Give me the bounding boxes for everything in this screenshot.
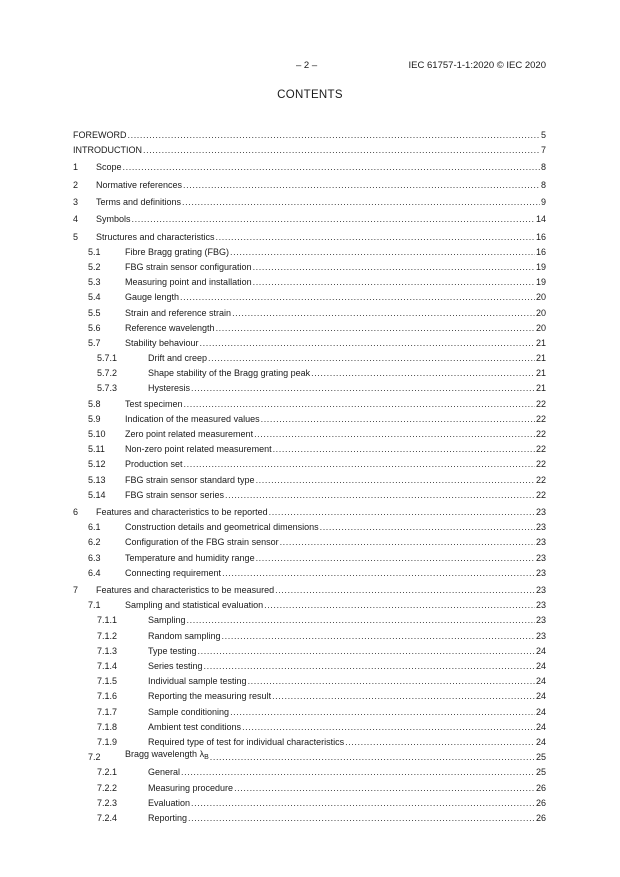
dot-leader xyxy=(191,796,535,811)
dot-leader xyxy=(216,230,535,245)
dot-leader xyxy=(208,351,535,366)
toc-entry-page: 22 xyxy=(535,474,546,485)
toc-entry-page: 23 xyxy=(535,537,546,548)
toc-entry-label: Connecting requirement xyxy=(125,567,222,578)
toc-entry-number: 7.2.3 xyxy=(97,797,118,808)
toc-entry-label: Reporting xyxy=(148,812,188,823)
dot-leader xyxy=(264,598,535,613)
toc-entry-number: 7.1.7 xyxy=(97,706,118,717)
toc-entry-page: 20 xyxy=(535,307,546,318)
toc-entry-page: 23 xyxy=(535,552,546,563)
toc-entry[interactable] xyxy=(73,336,546,351)
page-number: – 2 – xyxy=(296,60,318,71)
toc-entry-number: 6.4 xyxy=(88,567,101,578)
toc-entry-number: 6.2 xyxy=(88,537,101,548)
toc-entry-number: 7.2.2 xyxy=(97,782,118,793)
toc-entry-label: Temperature and humidity range xyxy=(125,552,255,563)
dot-leader xyxy=(311,366,535,381)
toc-entry[interactable] xyxy=(73,811,546,826)
toc-entry[interactable] xyxy=(73,551,546,566)
toc-entry-label: Symbols xyxy=(96,214,131,225)
dot-leader xyxy=(280,535,535,550)
toc-entry-label: Ambient test conditions xyxy=(148,721,242,732)
toc-entry[interactable] xyxy=(73,381,546,396)
toc-entry-number: 6.3 xyxy=(88,552,101,563)
toc-entry-number: 7 xyxy=(73,585,79,596)
toc-entry-number: 5.4 xyxy=(88,292,101,303)
toc-entry-label: Measuring point and installation xyxy=(125,277,252,288)
toc-entry-label: Individual sample testing xyxy=(148,676,247,687)
toc-entry-number: 7.1.8 xyxy=(97,721,118,732)
toc-entry-page: 24 xyxy=(535,645,546,656)
toc-entry[interactable] xyxy=(73,442,546,457)
dot-leader xyxy=(184,397,535,412)
toc-entry-page: 20 xyxy=(535,292,546,303)
toc-entry-number: 5.5 xyxy=(88,307,101,318)
dot-leader xyxy=(230,245,535,260)
toc-entry-number: 5.9 xyxy=(88,413,101,424)
dot-leader xyxy=(180,290,535,305)
toc-entry[interactable] xyxy=(73,260,546,275)
toc-entry-number: 7.1.2 xyxy=(97,630,118,641)
toc-entry-number: 5.11 xyxy=(88,444,105,455)
dot-leader xyxy=(256,473,535,488)
toc-entry-label: Construction details and geometrical dimensions xyxy=(125,522,319,533)
toc-entry-label: Required type of test for individual characteristics xyxy=(148,736,345,747)
toc-entry[interactable] xyxy=(73,720,546,735)
dot-leader xyxy=(210,750,535,765)
toc-entry[interactable] xyxy=(73,674,546,689)
dot-leader xyxy=(242,720,535,735)
toc-entry[interactable] xyxy=(73,473,546,488)
dot-leader xyxy=(253,260,535,275)
symbol-subscript: B xyxy=(204,754,209,762)
toc-entry[interactable] xyxy=(73,659,546,674)
toc-entry-page: 14 xyxy=(535,214,546,225)
toc-entry-page: 23 xyxy=(535,615,546,626)
toc-entry-label: Test specimen xyxy=(125,398,183,409)
toc-entry-label: Zero point related measurement xyxy=(125,429,254,440)
toc-entry-label: Production set xyxy=(125,459,183,470)
dot-leader xyxy=(269,505,535,520)
toc-entry[interactable] xyxy=(73,535,546,550)
toc-entry-number: 5.10 xyxy=(88,429,106,440)
toc-entry[interactable] xyxy=(73,520,546,535)
toc-entry-label: Hysteresis xyxy=(148,383,191,394)
toc-entry[interactable] xyxy=(73,705,546,720)
toc-entry-label: INTRODUCTION xyxy=(73,145,142,156)
toc-entry-label: Sample conditioning xyxy=(148,706,230,717)
toc-entry[interactable] xyxy=(73,488,546,503)
toc-entry-number: 5.3 xyxy=(88,277,101,288)
dot-leader xyxy=(222,629,535,644)
toc-entry[interactable] xyxy=(73,613,546,628)
toc-entry-label: Fibre Bragg grating (FBG) xyxy=(125,246,230,257)
toc-entry-page: 26 xyxy=(535,812,546,823)
toc-entry[interactable] xyxy=(73,583,546,598)
toc-entry-number: 5.2 xyxy=(88,261,101,272)
toc-entry[interactable] xyxy=(73,275,546,290)
toc-entry-label: Random sampling xyxy=(148,630,221,641)
toc-entry-number: 6.1 xyxy=(88,522,101,533)
dot-leader xyxy=(181,765,535,780)
toc-entry-number: 7.2 xyxy=(88,752,101,763)
toc-entry[interactable] xyxy=(73,412,546,427)
toc-entry-label: Reference wavelength xyxy=(125,322,215,333)
toc-entry[interactable] xyxy=(73,427,546,442)
page-header xyxy=(0,60,620,74)
dot-leader xyxy=(132,212,535,227)
toc-entry-page: 8 xyxy=(540,162,546,173)
toc-entry-label: Series testing xyxy=(148,661,203,672)
toc-entry[interactable] xyxy=(73,351,546,366)
toc-entry[interactable] xyxy=(73,178,546,193)
dot-leader xyxy=(320,520,535,535)
toc-entry-number: 5.7.1 xyxy=(97,353,118,364)
toc-entry-label: General xyxy=(148,767,181,778)
toc-entry-number: 5.13 xyxy=(88,474,106,485)
toc-entry-number: 5.12 xyxy=(88,459,106,470)
toc-entry-number: 5.1 xyxy=(88,246,101,257)
dot-leader xyxy=(275,583,535,598)
dot-leader xyxy=(232,306,535,321)
toc-entry-page: 5 xyxy=(540,129,546,140)
toc-entry[interactable] xyxy=(73,212,546,227)
toc-entry-label: FBG strain sensor series xyxy=(125,489,225,500)
dot-leader xyxy=(183,178,540,193)
toc-entry-number: 7.1.6 xyxy=(97,691,118,702)
toc-entry-number: 5.7.2 xyxy=(97,368,118,379)
toc-entry-label: Type testing xyxy=(148,645,197,656)
toc-entry-label: Gauge length xyxy=(125,292,180,303)
toc-entry-label: FOREWORD xyxy=(73,129,127,140)
toc-entry[interactable] xyxy=(73,566,546,581)
toc-entry-number: 5.7.3 xyxy=(97,383,118,394)
toc-entry-page: 23 xyxy=(535,585,546,596)
toc-entry[interactable] xyxy=(73,195,546,210)
toc-entry-number: 7.1.5 xyxy=(97,676,118,687)
dot-leader xyxy=(128,128,540,143)
toc-entry-label: Features and characteristics to be measured xyxy=(96,585,275,596)
dot-leader xyxy=(184,457,535,472)
toc-entry-number: 3 xyxy=(73,197,79,208)
toc-entry-page: 23 xyxy=(535,507,546,518)
toc-entry[interactable] xyxy=(73,160,546,175)
toc-entry[interactable] xyxy=(73,143,546,158)
toc-entry-label: Measuring procedure xyxy=(148,782,234,793)
toc-entry-number: 5 xyxy=(73,231,79,242)
toc-entry-label: FBG strain sensor configuration xyxy=(125,261,252,272)
toc-entry[interactable] xyxy=(73,644,546,659)
document-id: IEC 61757-1-1:2020 © IEC 2020 xyxy=(408,60,546,71)
toc-entry-number: 6 xyxy=(73,507,79,518)
toc-entry-page: 21 xyxy=(535,337,546,348)
dot-leader xyxy=(204,659,535,674)
toc-entry[interactable] xyxy=(73,750,546,765)
toc-entry-number: 7.1.9 xyxy=(97,736,118,747)
toc-entry-label: Structures and characteristics xyxy=(96,231,215,242)
page-title: CONTENTS xyxy=(277,89,343,101)
dot-leader xyxy=(216,321,535,336)
toc-entry[interactable] xyxy=(73,321,546,336)
toc-entry-page: 22 xyxy=(535,413,546,424)
toc-entry[interactable] xyxy=(73,598,546,613)
toc-entry[interactable] xyxy=(73,306,546,321)
dot-leader xyxy=(272,689,535,704)
toc-entry-page: 22 xyxy=(535,429,546,440)
toc-entry-label: Scope xyxy=(96,162,122,173)
lambda-symbol: λ xyxy=(199,749,205,760)
toc-entry-label: Bragg wavelength $\lambda_B$ xyxy=(125,749,209,762)
toc-entry-label: Features and characteristics to be reported xyxy=(96,507,268,518)
toc-entry-page: 23 xyxy=(535,600,546,611)
toc-entry-page: 22 xyxy=(535,398,546,409)
toc-entry-page: 26 xyxy=(535,797,546,808)
toc-entry[interactable] xyxy=(73,765,546,780)
toc-entry-page: 22 xyxy=(535,444,546,455)
dot-leader xyxy=(248,674,535,689)
toc-entry-number: 7.1.3 xyxy=(97,645,118,656)
toc-entry-number: 7.1.1 xyxy=(97,615,118,626)
dot-leader xyxy=(191,381,535,396)
toc-entry-number: 2 xyxy=(73,179,79,190)
toc-entry[interactable] xyxy=(73,230,546,245)
toc-entry-label: Configuration of the FBG strain sensor xyxy=(125,537,279,548)
toc-entry-page: 24 xyxy=(535,691,546,702)
toc-entry-page: 26 xyxy=(535,782,546,793)
toc-entry[interactable] xyxy=(73,245,546,260)
toc-entry-label: Strain and reference strain xyxy=(125,307,232,318)
dot-leader xyxy=(345,735,535,750)
toc-entry-page: 19 xyxy=(535,277,546,288)
dot-leader xyxy=(222,566,535,581)
toc-entry-page: 16 xyxy=(535,231,546,242)
toc-entry-label: FBG strain sensor standard type xyxy=(125,474,255,485)
toc-entry-page: 16 xyxy=(535,246,546,257)
toc-entry-label: Terms and definitions xyxy=(96,197,182,208)
dot-leader xyxy=(123,160,540,175)
toc-entry-page: 23 xyxy=(535,567,546,578)
toc-entry-page: 24 xyxy=(535,736,546,747)
toc-entry[interactable] xyxy=(73,505,546,520)
toc-entry-number: 1 xyxy=(73,162,79,173)
toc-entry[interactable] xyxy=(73,128,546,143)
dot-leader xyxy=(188,811,535,826)
toc-entry-page: 22 xyxy=(535,489,546,500)
toc-entry-page: 9 xyxy=(540,197,546,208)
toc-entry[interactable] xyxy=(73,689,546,704)
toc-entry-label: Sampling xyxy=(148,615,186,626)
toc-entry-page: 20 xyxy=(535,322,546,333)
dot-leader xyxy=(253,275,535,290)
dot-leader xyxy=(234,781,535,796)
toc-entry-page: 7 xyxy=(540,145,546,156)
dot-leader xyxy=(200,336,535,351)
toc-entry[interactable] xyxy=(73,796,546,811)
toc-entry-page: 19 xyxy=(535,261,546,272)
toc-entry-page: 24 xyxy=(535,706,546,717)
toc-entry-page: 21 xyxy=(535,368,546,379)
dot-leader xyxy=(254,427,535,442)
toc-entry-label: Shape stability of the Bragg grating peak xyxy=(148,368,311,379)
toc-entry[interactable] xyxy=(73,457,546,472)
toc-entry-page: 25 xyxy=(535,767,546,778)
toc-entry-label: Evaluation xyxy=(148,797,191,808)
toc-entry-label: Reporting the measuring result xyxy=(148,691,272,702)
toc-entry-number: 7.1.4 xyxy=(97,661,118,672)
toc-entry-label: Indication of the measured values xyxy=(125,413,260,424)
toc-entry-number: 7.1 xyxy=(88,600,101,611)
toc-entry-number: 4 xyxy=(73,214,79,225)
toc-entry-label: Sampling and statistical evaluation xyxy=(125,600,264,611)
dot-leader xyxy=(143,143,540,158)
toc-entry-page: 21 xyxy=(535,353,546,364)
dot-leader xyxy=(198,644,535,659)
toc-entry-number: 7.2.4 xyxy=(97,812,118,823)
toc-entry[interactable] xyxy=(73,366,546,381)
toc-entry-label: Non-zero point related measurement xyxy=(125,444,272,455)
dot-leader xyxy=(261,412,535,427)
toc-entry-page: 21 xyxy=(535,383,546,394)
toc-entry-label: Drift and creep xyxy=(148,353,208,364)
toc-entry-page: 23 xyxy=(535,522,546,533)
dot-leader xyxy=(273,442,535,457)
dot-leader xyxy=(256,551,535,566)
toc-entry-label: Stability behaviour xyxy=(125,337,199,348)
dot-leader xyxy=(230,705,535,720)
toc-entry-page: 24 xyxy=(535,721,546,732)
toc-entry-number: 5.8 xyxy=(88,398,101,409)
dot-leader xyxy=(187,613,535,628)
toc-entry-number: 5.6 xyxy=(88,322,101,333)
toc-entry-number: 7.2.1 xyxy=(97,767,118,778)
toc-entry[interactable] xyxy=(73,629,546,644)
toc-entry-label: Normative references xyxy=(96,179,183,190)
toc-entry-number: 5.7 xyxy=(88,337,101,348)
toc-entry[interactable] xyxy=(73,781,546,796)
toc-entry-number: 5.14 xyxy=(88,489,106,500)
toc-entry-page: 8 xyxy=(540,179,546,190)
toc-entry-page: 23 xyxy=(535,630,546,641)
toc-entry[interactable] xyxy=(73,290,546,305)
toc-entry-page: 25 xyxy=(535,752,546,763)
toc-entry-page: 24 xyxy=(535,676,546,687)
dot-leader xyxy=(182,195,540,210)
toc-entry[interactable] xyxy=(73,397,546,412)
toc-entry-page: 24 xyxy=(535,661,546,672)
dot-leader xyxy=(225,488,535,503)
table-of-contents xyxy=(73,128,546,826)
toc-entry-page: 22 xyxy=(535,459,546,470)
